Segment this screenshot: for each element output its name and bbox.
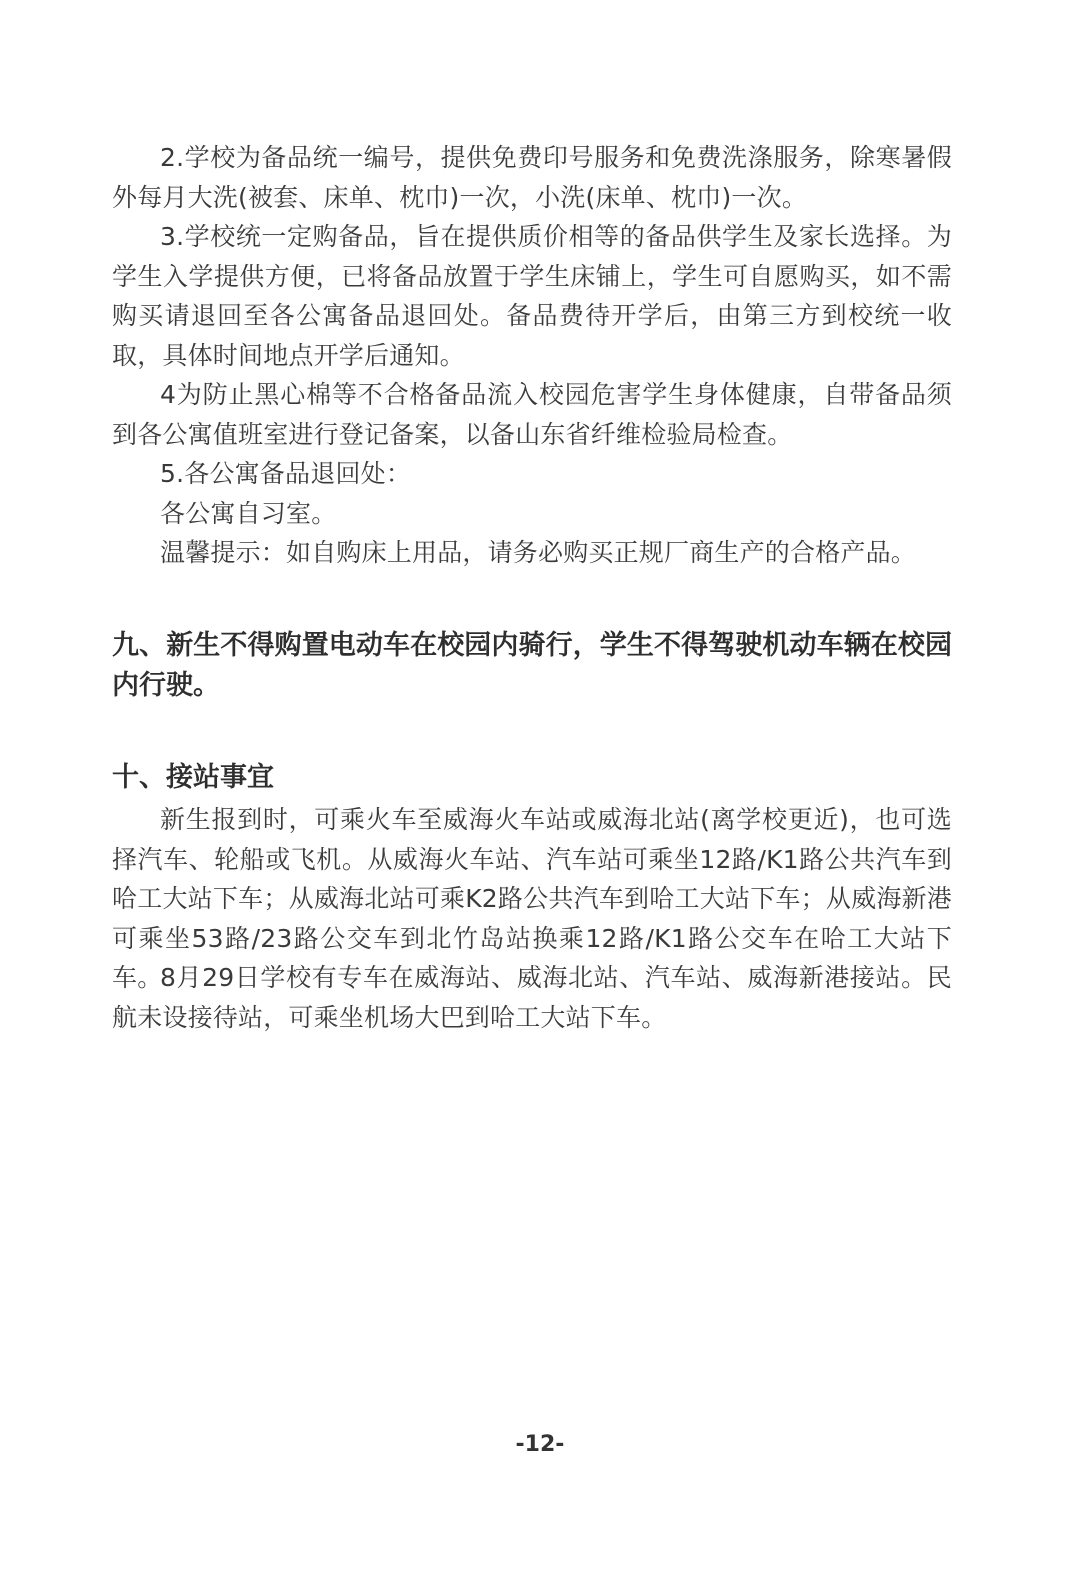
section-9-heading: 九、新生不得购置电动车在校园内骑行，学生不得驾驶机动车辆在校园内行驶。 xyxy=(112,630,952,701)
paragraph-item-5-location: 各公寓自习室。 xyxy=(160,499,337,528)
paragraph-transport: 新生报到时，可乘火车至威海火车站或威海北站(离学校更近)，也可选择汽车、轮船或飞机。从威海火车站、汽车站可乘坐12路/K1路公共汽车到哈工大站下车；从威海北站可乘K2路公共汽车到哈工大站下车；从威海新港可乘坐53路/23路公交车到北竹岛站换乘12路/K1路公交车在哈工大站下车。 xyxy=(112,805,952,992)
paragraph-item-3: 3.学校统一定购备品，旨在提供质价相等的备品供学生及家长选择。为学生入学提供方便，已将备品放置于学生床铺上，学生可自愿购买，如不需购买请退回至各公寓备品退回处。备品费待开学后，由第三方到校统一收取，具体时间地点开学后通知。 xyxy=(112,222,952,370)
paragraph-item-2: 2.学校为备品统一编号，提供免费印号服务和免费洗涤服务，除寒暑假外每月大洗(被套、床单、枕巾)一次，小洗(床单、枕巾)一次。 xyxy=(112,143,952,212)
paragraph-item-4: 4为防止黑心棉等不合格备品流入校园危害学生身体健康，自带备品须到各公寓值班室进行登记备案，以备山东省纤维检验局检查。 xyxy=(112,380,952,449)
paragraph-pickup: 8月29日学校有专车在威海站、威海北站、汽车站、威海新港接站。民航未设接待站，可乘坐机场大巴到哈工大站下车。 xyxy=(112,963,952,1032)
section-10-heading: 十、接站事宜 xyxy=(112,762,274,793)
paragraph-item-5-title: 5.各公寓备品退回处： xyxy=(160,459,412,488)
paragraph-tip: 温馨提示：如自购床上用品，请务必购买正规厂商生产的合格产品。 xyxy=(160,538,917,567)
page-number: -12- xyxy=(515,1432,565,1457)
